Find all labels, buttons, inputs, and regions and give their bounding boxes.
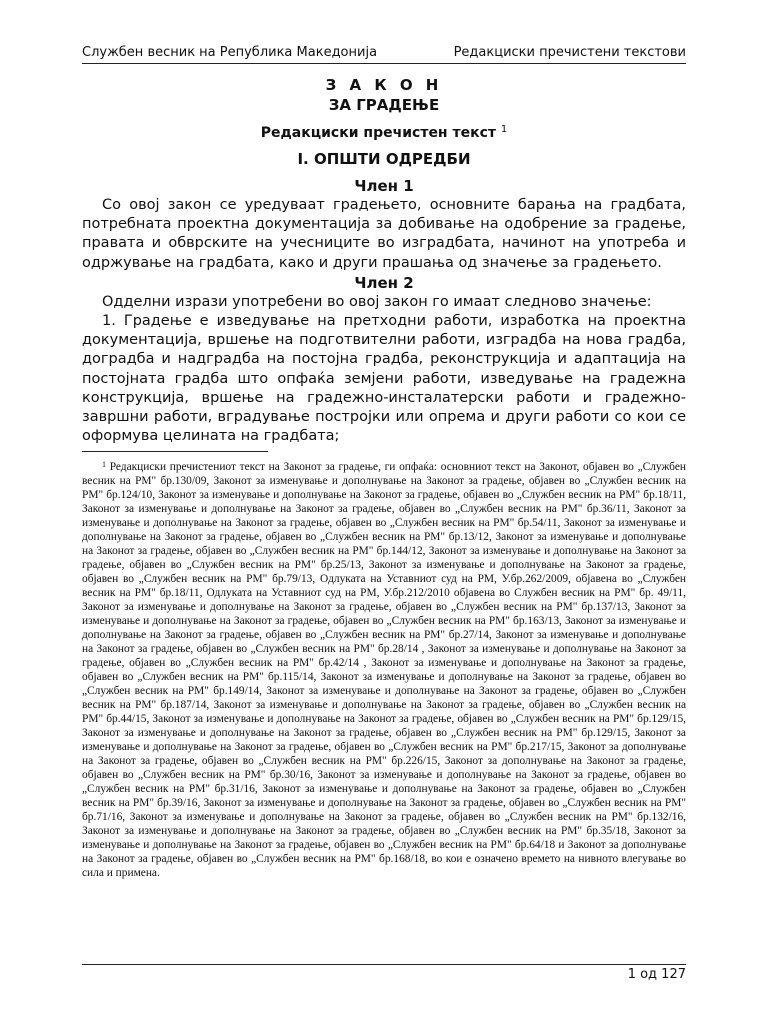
footnote-marker: 1 bbox=[102, 460, 106, 469]
footnote bbox=[82, 458, 686, 880]
article-2-intro: Одделни изрази употребени во овој закон го имаат следново значење: bbox=[102, 294, 652, 310]
article-1-heading: Член 1 bbox=[354, 177, 414, 195]
header-rule bbox=[82, 63, 686, 64]
subtitle-text: Редакциски пречистен текст bbox=[260, 125, 497, 141]
article-2-item-1: 1. Градење е изведување на претходни работи, изработка на проектна документација, вршење на подготвителни работи, изградба на нова градба, доградба и надградба на постојна градба, реконструкција и адаптација на постојната градба што опфаќа земјени работи, изведување на градежна конструкција, вршење на градежно-инсталатерски работи и градежно-завршни работи, вградување постројки или опрема и други работи со кои се оформува целината на градбата; bbox=[82, 313, 686, 445]
page-number: 1 од 127 bbox=[627, 967, 686, 982]
header-gazette-title: Службен весник на Република Македонија bbox=[82, 45, 378, 60]
footnote-separator bbox=[82, 451, 268, 452]
running-header bbox=[82, 40, 686, 60]
law-subject: ЗА ГРАДЕЊЕ bbox=[328, 96, 440, 114]
chapter-heading: I. ОПШТИ ОДРЕДБИ bbox=[297, 150, 471, 168]
footnote-text: Редакциски пречистениот текст на Законот за градење, ги опфаќа: основниот текст на Законот, објавен во „Службен весник на РМ" бр.130/09, Законот за изменување и дополнување на Законот за градење, објавен во „Службен весник на РМ" бр.124/10, Законот за изменување и дополнување на Законот за градење, објавен во „Службен весник на РМ" бр.18/11, Законот за изменување и дополнување на Законот за градење, објавен во „Службен весник на РМ" бр.36/11, Законот за изменување и дополнување на Законот за градење, објавен во „Службен весник на РМ" бр.54/11, Законот за изменување и дополнување на Законот за градење, објавен во „Службен весник на РМ" бр.13/12, Законот за изменување и дополнување на Законот за градење, објавен во „Службен весник на РМ" бр.144/12, Законот за изменување и дополнување на Законот за градење, објавен во „Службен весник на РМ" бр.25/13, Законот за изменување и дополнување на Законот за градење, објавен во „Службен весник на РМ" бр.79/13, Одлуката на Уставниот суд на РМ, У.бр.262/2009, објавена во „Службен весник на РМ" бр.18/11, Одлуката на Уставниот суд на РМ, У.бр.212/2010 објавена во Службен весник на РМ" бр. 49/11, Законот за изменување и дополнување на Законот за градење, објавен во „Службен весник на РМ" бр.137/13, Законот за изменување и дополнување на Законот за градење, објавен во „Службен весник на РМ" бр.163/13, Законот за изменување и дополнување на Законот за градење, објавен во „Службен весник на РМ" бр.27/14, Законот за изменување и дополнување на Законот за градење, објавен во „Службен весник на РМ" бр.28/14 , Законот за изменување и дополнување на Законот за градење, објавен во „Службен весник на РМ" бр.42/14 , Законот за изменување и дополнување на Законот за градење, објавен во „Службен весник на РМ" бр.115/14, Законот за изменување и дополнување на Законот за градење, објавен во „Службен весник на РМ" бр.149/14, Законот за изменување и дополнување на Законот за градење, објавен во „Службен весник на РМ" бр.187/14, Законот за изменување и дополнување на Законот за градење, објавен во „Службен весник на РМ" бр.44/15, Законот за изменување и дополнување на Законот за градење, објавен во „Службен весник на РМ" бр.129/15, Законот за изменување и дополнување на Законот за градење, објавен во „Службен весник на РМ" бр.129/15, Законот за изменување и дополнување на Законот за градење, објавен во „Службен весник на РМ" бр.217/15, Законот за дополнување на Законот за градење, објавен во „Службен весник на РМ" бр.226/15, Законот за дополнување на Законот за градење, објавен во „Службен весник на РМ" бр.30/16, Законот за изменување и дополнување на Законот за градење, објавен во „Службен весник на РМ" бр.31/16, Законот за изменување и дополнување на Законот за градење, објавен во „Службен весник на РМ" бр.39/16, Законот за изменување и дополнување на Законот за градење, објавен во „Службен весник на РМ" бр.71/16, Законот за изменување и дополнување на Законот за градење, објавен во „Службен весник на РМ" бр.132/16, Законот за изменување и дополнување на Законот за градење, објавен во „Службен весник на РМ" бр.35/18, Законот за изменување и дополнување на Законот за градење, објавен во „Службен весник на РМ" бр.64/18 и Законот за дополнување на Законот за градење, објавен во „Службен весник на РМ" бр.168/18, во кои е означено времето на нивното влегување во сила и примена. bbox=[82, 461, 686, 879]
law-title: З А К О Н bbox=[325, 76, 443, 94]
article-1-paragraph: Со овој закон се уредуваат градењето, основните барања на градбата, потребната проектна документација за добивање на одобрение за градење, правата и обврските на учесниците во изградбата, начинот на употреба и одржување на градбата, како и други прашања од значење за градењето. bbox=[82, 197, 686, 271]
consolidated-text-subtitle bbox=[82, 124, 686, 141]
footer-rule bbox=[82, 964, 686, 965]
footnote-reference: 1 bbox=[500, 124, 508, 135]
article-2-heading: Член 2 bbox=[354, 274, 414, 292]
header-collection-title: Редакциски пречистени текстови bbox=[453, 45, 686, 60]
